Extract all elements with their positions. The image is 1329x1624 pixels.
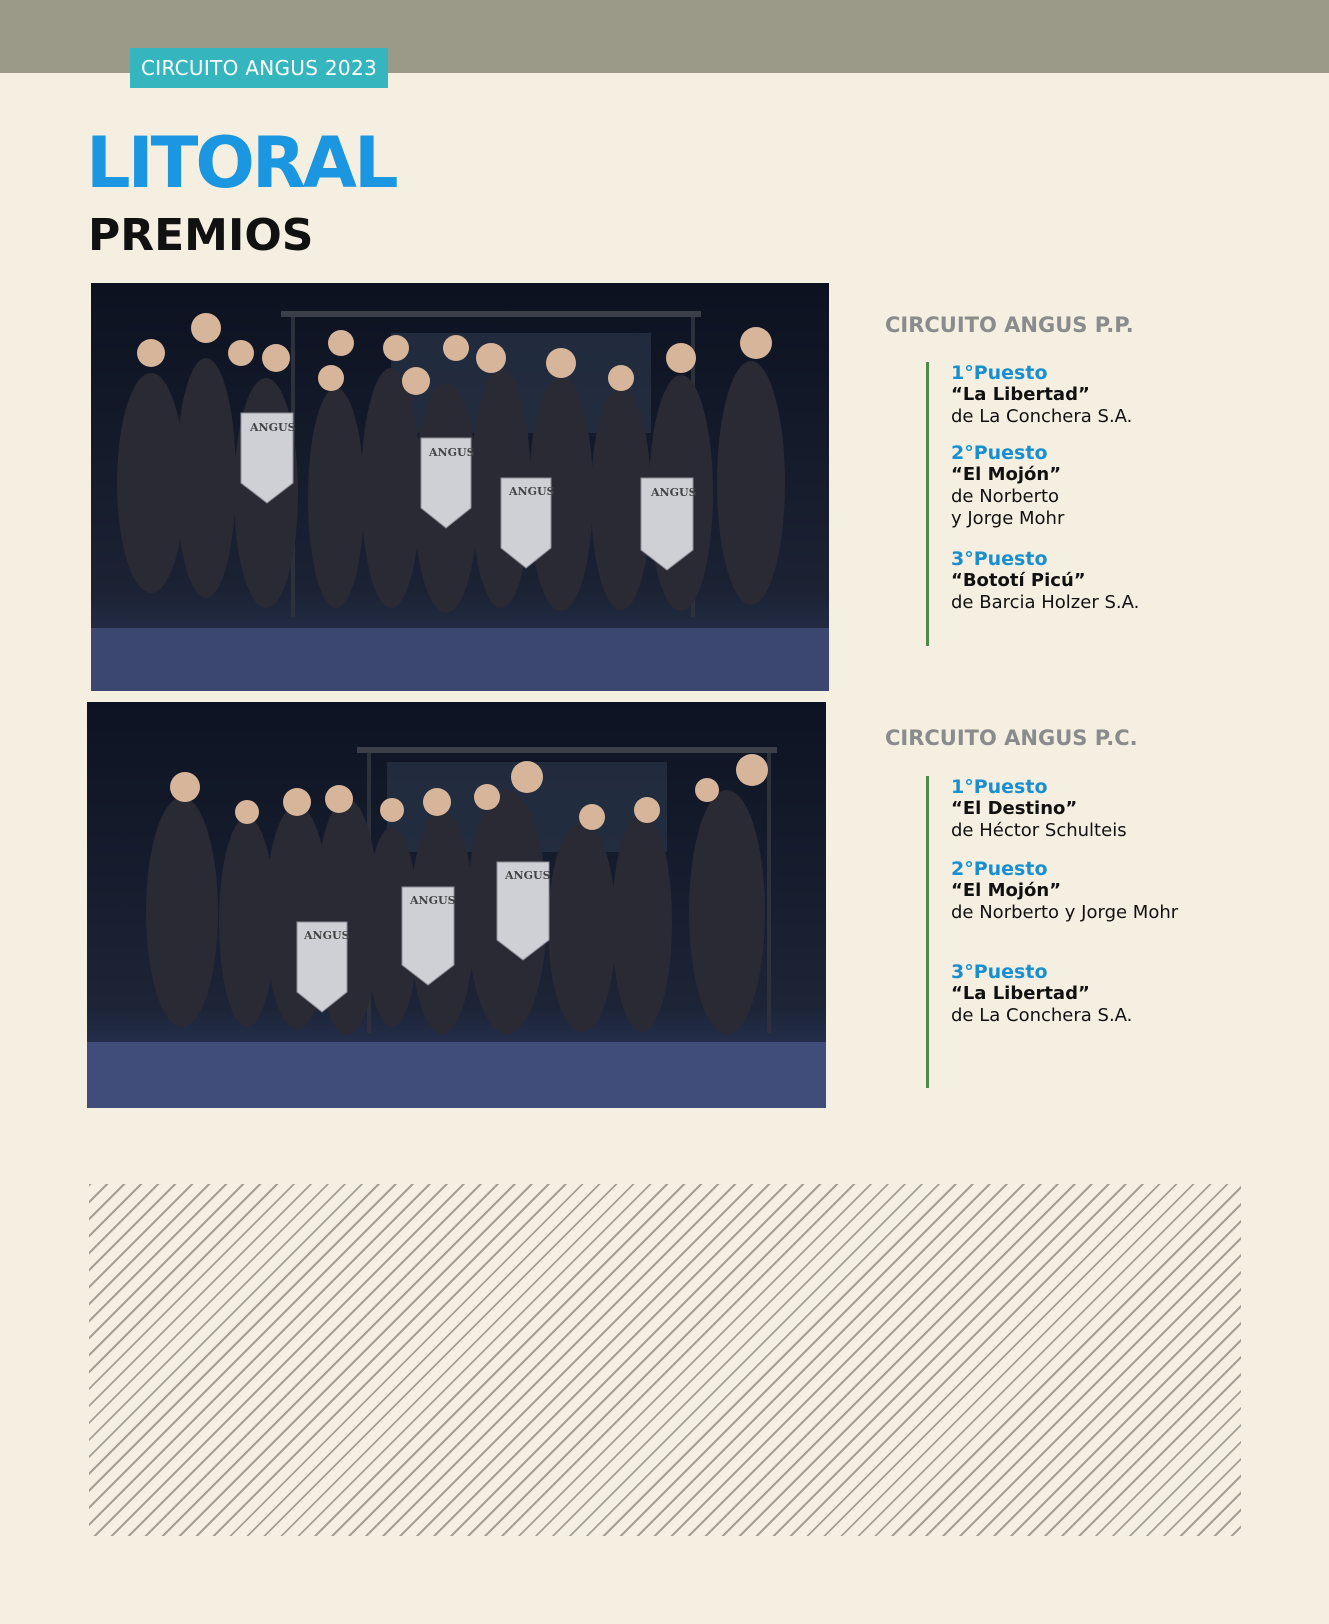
banner-label-3: ANGUS: [509, 485, 555, 498]
result-name: “La Libertad”: [951, 384, 1090, 405]
section-tag: CIRCUITO ANGUS 2023: [130, 48, 388, 88]
result-place: 2°Puesto: [951, 858, 1048, 880]
result-owner: de Norberto: [951, 486, 1060, 507]
result-owner: de Norberto y Jorge Mohr: [951, 902, 1179, 923]
result-owner: de La Conchera S.A.: [951, 1005, 1133, 1026]
result-pc-3: [951, 961, 1178, 1027]
banner-label-5: ANGUS: [304, 929, 350, 942]
award-photo-pp-image: [91, 283, 829, 691]
result-name: “El Destino”: [951, 798, 1078, 819]
banner-label-1: ANGUS: [250, 421, 296, 434]
result-place: 1°Puesto: [951, 776, 1048, 798]
banner-label-6: ANGUS: [410, 894, 456, 907]
result-pc-2: [951, 858, 1178, 924]
banner-label-7: ANGUS: [505, 869, 551, 882]
result-place: 2°Puesto: [951, 442, 1048, 464]
banner-label-2: ANGUS: [429, 446, 475, 459]
result-place: 3°Puesto: [951, 961, 1048, 983]
hatched-placeholder: [89, 1184, 1241, 1536]
result-owner: de Barcia Holzer S.A.: [951, 592, 1140, 613]
page-subtitle: PREMIOS: [88, 210, 314, 261]
result-name: “La Libertad”: [951, 983, 1090, 1004]
result-place: 3°Puesto: [951, 548, 1048, 570]
award-photo-pc-image: [87, 702, 826, 1108]
result-owner: de La Conchera S.A.: [951, 406, 1133, 427]
section-title-pp: CIRCUITO ANGUS P.P.: [885, 313, 1134, 337]
result-pp-1: [951, 362, 1139, 428]
award-photo-pc: [87, 702, 826, 1108]
result-pc-1: [951, 776, 1178, 842]
results-list-pc: [926, 776, 1178, 1088]
section-title-pc: CIRCUITO ANGUS P.C.: [885, 726, 1138, 750]
result-name: “Bototí Picú”: [951, 570, 1086, 591]
results-list-pp: [926, 362, 1139, 646]
result-name: “El Mojón”: [951, 464, 1062, 485]
result-owner: de Héctor Schulteis: [951, 820, 1127, 841]
result-name: “El Mojón”: [951, 880, 1062, 901]
result-place: 1°Puesto: [951, 362, 1048, 384]
banner-label-4: ANGUS: [651, 486, 697, 499]
result-pp-2: [951, 442, 1139, 530]
result-pp-3: [951, 548, 1139, 614]
award-photo-pp: [91, 283, 829, 691]
page-title: LITORAL: [86, 122, 396, 204]
result-owner: y Jorge Mohr: [951, 508, 1065, 529]
